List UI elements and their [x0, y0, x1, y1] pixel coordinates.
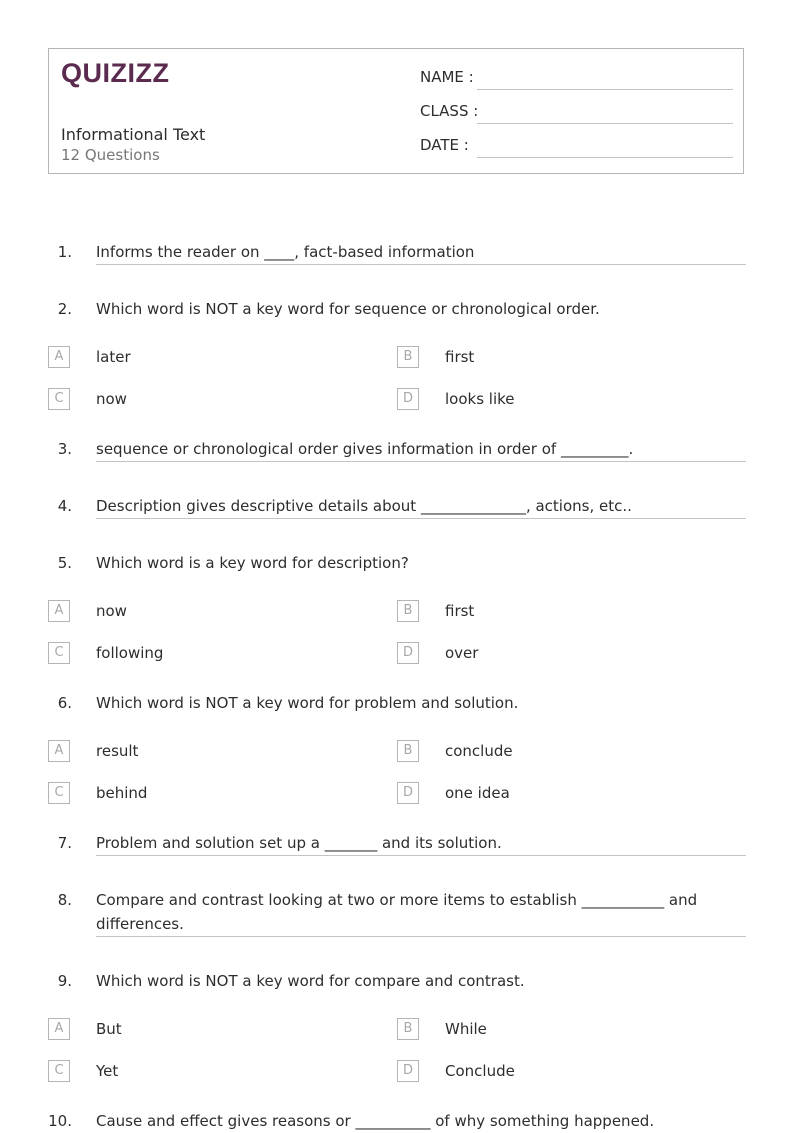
option-c-box[interactable]: C [48, 388, 70, 410]
option-c-box[interactable]: C [48, 782, 70, 804]
class-label: CLASS : [420, 102, 479, 120]
question-text: Which word is a key word for description? [96, 554, 409, 572]
option-a-box[interactable]: A [48, 346, 70, 368]
option-d-text: looks like [445, 390, 515, 408]
option-d-text: one idea [445, 784, 510, 802]
option-d-box[interactable]: D [397, 642, 419, 664]
option-b-box[interactable]: B [397, 740, 419, 762]
question-text: Description gives descriptive details about ______________, actions, etc.. [96, 497, 632, 515]
question-number: 1. [57, 243, 72, 261]
option-d-box[interactable]: D [397, 1060, 419, 1082]
option-a-box[interactable]: A [48, 740, 70, 762]
question-number: 2. [57, 300, 72, 318]
answer-line[interactable] [96, 264, 746, 265]
option-c-box[interactable]: C [48, 1060, 70, 1082]
option-b-box[interactable]: B [397, 1018, 419, 1040]
question-text: Problem and solution set up a _______ and its solution. [96, 834, 502, 852]
question-number: 3. [57, 440, 72, 458]
option-a-box[interactable]: A [48, 600, 70, 622]
option-d-box[interactable]: D [397, 388, 419, 410]
quizizz-logo: QUIZIZZ [61, 58, 170, 88]
option-c-text: behind [96, 784, 148, 802]
option-c-box[interactable]: C [48, 642, 70, 664]
question-text: Which word is NOT a key word for problem and solution. [96, 694, 519, 712]
date-line[interactable] [477, 157, 733, 158]
option-a-text: But [96, 1020, 122, 1038]
option-a-text: result [96, 742, 139, 760]
answer-line[interactable] [96, 461, 746, 462]
option-b-box[interactable]: B [397, 600, 419, 622]
option-b-text: first [445, 348, 475, 366]
option-d-text: over [445, 644, 479, 662]
option-b-box[interactable]: B [397, 346, 419, 368]
question-number: 6. [57, 694, 72, 712]
question-number: 4. [57, 497, 72, 515]
question-text: Which word is NOT a key word for sequence or chronological order. [96, 300, 600, 318]
option-a-text: later [96, 348, 131, 366]
question-number: 10. [48, 1112, 72, 1130]
question-text: sequence or chronological order gives information in order of _________. [96, 440, 634, 458]
question-number: 5. [57, 554, 72, 572]
question-text: Cause and effect gives reasons or __________ of why something happened. [96, 1112, 655, 1130]
option-a-text: now [96, 602, 127, 620]
option-b-text: While [445, 1020, 487, 1038]
question-text: Compare and contrast looking at two or more items to establish ___________ and differences. [96, 891, 698, 933]
class-field[interactable] [420, 102, 733, 124]
question-text: Which word is NOT a key word for compare and contrast. [96, 972, 525, 990]
question-number: 8. [57, 891, 72, 909]
worksheet-header [48, 48, 744, 174]
answer-line[interactable] [96, 936, 746, 937]
option-b-text: conclude [445, 742, 513, 760]
question-count: 12 Questions [61, 146, 160, 164]
option-c-text: now [96, 390, 127, 408]
name-line[interactable] [477, 89, 733, 90]
class-line[interactable] [477, 123, 733, 124]
date-field[interactable] [420, 136, 733, 158]
option-a-box[interactable]: A [48, 1018, 70, 1040]
name-field[interactable] [420, 68, 733, 90]
question-number: 7. [57, 834, 72, 852]
option-c-text: following [96, 644, 164, 662]
question-text: Informs the reader on ____, fact-based information [96, 243, 475, 261]
worksheet-title: Informational Text [61, 125, 206, 144]
question-number: 9. [57, 972, 72, 990]
answer-line[interactable] [96, 855, 746, 856]
option-d-box[interactable]: D [397, 782, 419, 804]
option-b-text: first [445, 602, 475, 620]
option-c-text: Yet [96, 1062, 119, 1080]
option-d-text: Conclude [445, 1062, 515, 1080]
date-label: DATE : [420, 136, 469, 154]
answer-line[interactable] [96, 518, 746, 519]
name-label: NAME : [420, 68, 474, 86]
